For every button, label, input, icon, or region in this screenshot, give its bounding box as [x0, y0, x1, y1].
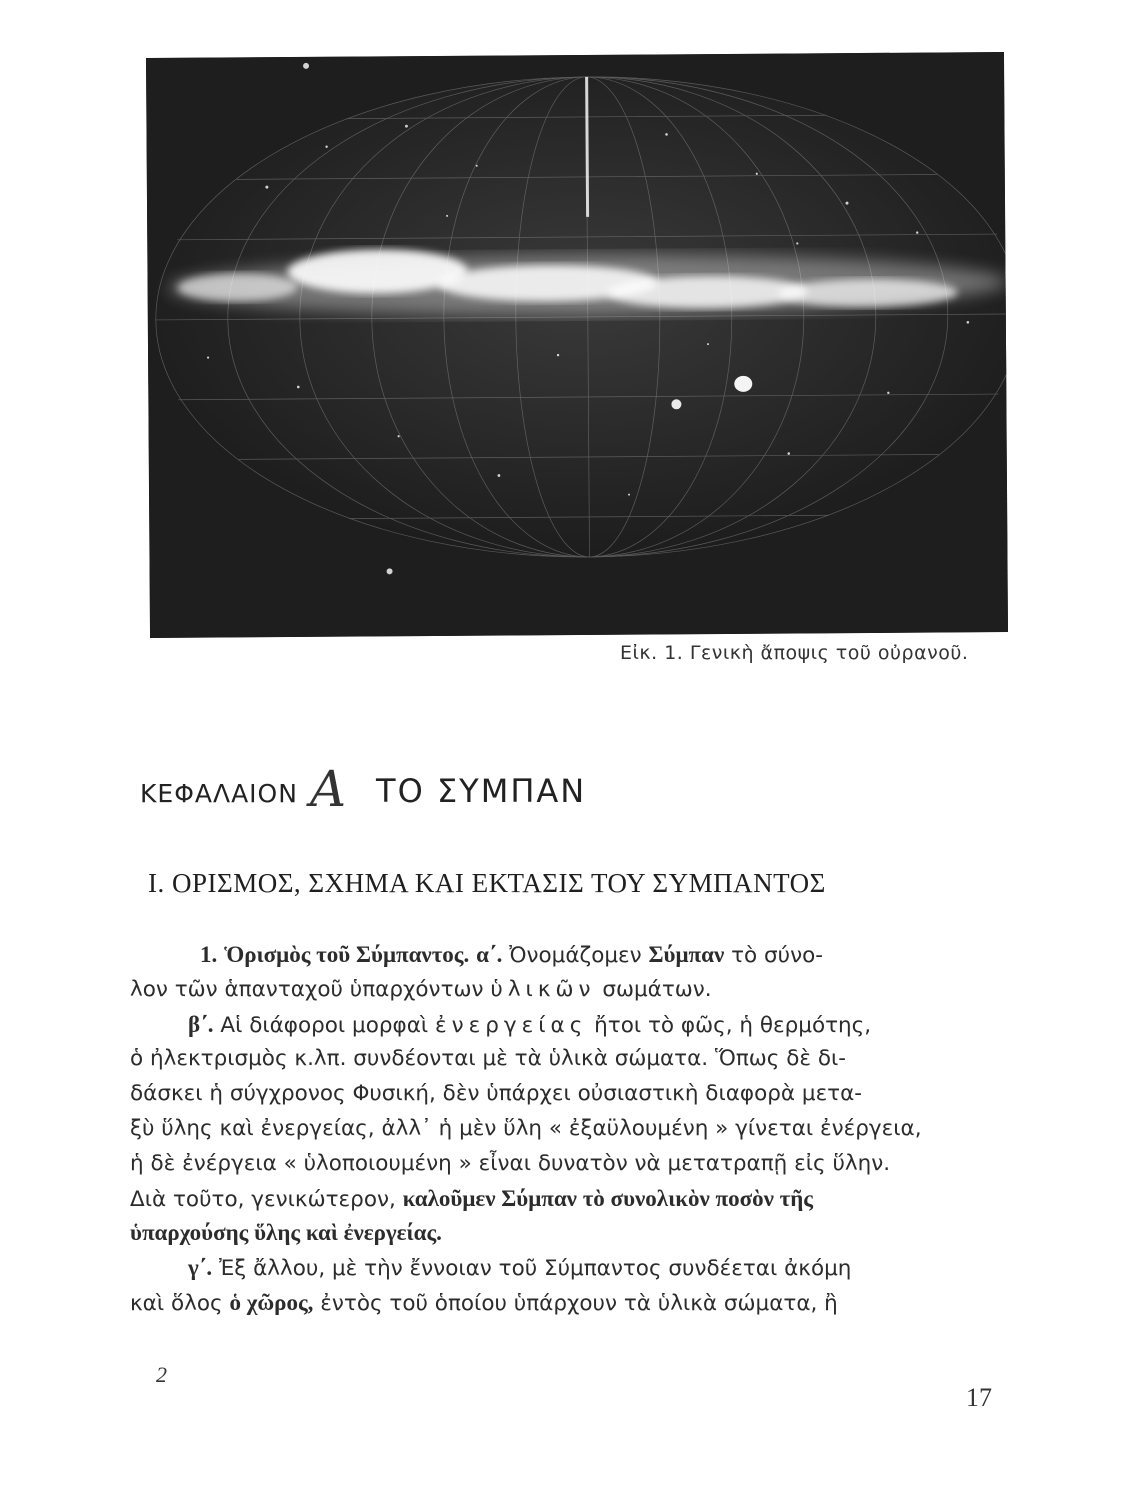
text-span: Διὰ τοῦτο, γενικώτερον,	[130, 1186, 396, 1212]
text-line	[130, 1182, 1010, 1217]
text-span: σωμάτων.	[602, 976, 712, 1002]
chapter-title: ΤΟ ΣΥΜΠΑΝ	[376, 772, 587, 810]
chapter-letter: Α	[309, 760, 347, 818]
text-span: ἐντὸς τοῦ ὁποίου ὑπάρχουν τὰ ὑλικὰ σώματα, ἢ	[320, 1290, 838, 1316]
bold-definition: καλοῦμεν Σύμπαν τὸ συνολικὸν ποσὸν τῆς	[402, 1185, 814, 1211]
text-line	[130, 973, 1010, 1008]
paragraph-heading: Ὁρισμὸς τοῦ Σύμπαντος.	[224, 942, 470, 967]
subparagraph-marker: β΄.	[188, 1011, 214, 1037]
text-line: δάσκει ἡ σύγχρονος Φυσική, δὲν ὑπάρχει οὐσιαστικὴ διαφορὰ μετα-	[130, 1081, 863, 1107]
text-span: ἤτοι τὸ φῶς, ἡ θερμότης,	[594, 1012, 872, 1038]
bold-term: Σύμπαν	[648, 942, 725, 967]
section-title: Ι. ΟΡΙΣΜΟΣ, ΣΧΗΜΑ ΚΑΙ ΕΚΤΑΣΙΣ ΤΟΥ ΣΥΜΠΑΝΤΟΣ	[148, 868, 826, 898]
text-line: ξὺ ὕλης καὶ ἐνεργείας, ἀλλ᾽ ἡ μὲν ὕλη « ἐξαϋλουμένη » γίνεται ἐνέργεια,	[130, 1115, 922, 1141]
subparagraph-marker: γ΄.	[188, 1255, 213, 1281]
bold-definition: ὑπαρχούσης ὕλης καὶ ἐνεργείας.	[130, 1220, 442, 1246]
text-line: ἡ δὲ ἐνέργεια « ὑλοποιουμένη » εἶναι δυνατὸν νὰ μετατραπῇ εἰς ὕλην.	[130, 1150, 891, 1176]
sky-photograph	[146, 52, 1008, 638]
signature-mark: 2	[156, 1362, 167, 1387]
chapter-label: ΚΕΦΑΛΑΙΟΝ	[140, 779, 298, 808]
spaced-term: ὑλικῶν	[490, 976, 596, 1002]
body-text	[130, 938, 1010, 1321]
text-line: ὁ ἠλεκτρισμὸς κ.λπ. συνδέονται μὲ τὰ ὑλικὰ σώματα. Ὅπως δὲ δι-	[130, 1046, 847, 1072]
text-span: λον τῶν ἁπανταχοῦ ὑπαρχόντων	[130, 976, 484, 1002]
text-span: Ἐξ ἄλλου, μὲ τὴν ἔννοιαν τοῦ Σύμπαντος συνδέεται ἀκόμη	[219, 1256, 852, 1282]
text-line	[130, 1251, 1010, 1286]
chapter-heading	[140, 760, 586, 818]
text-line	[130, 938, 1010, 973]
text-span: τὸ σύνο-	[731, 943, 823, 968]
text-span: Αἱ διάφοροι μορφαὶ	[220, 1012, 429, 1038]
subparagraph-marker: α΄.	[476, 942, 503, 967]
text-span: καὶ ὅλος	[130, 1290, 223, 1316]
text-line	[130, 1216, 1010, 1251]
milky-way-panorama	[146, 52, 1008, 638]
text-line	[130, 1008, 1010, 1043]
text-span: Ὀνομάζομεν	[509, 943, 642, 968]
paragraph-number: 1.	[200, 942, 218, 967]
page-number: 17	[966, 1383, 992, 1412]
spaced-term: ἐνεργείας	[435, 1012, 588, 1038]
bold-term: ὁ χῶρος,	[229, 1289, 314, 1315]
text-line	[130, 1286, 1010, 1321]
figure-caption: Εἰκ. 1. Γενικὴ ἄποψις τοῦ οὐρανοῦ.	[620, 642, 969, 664]
